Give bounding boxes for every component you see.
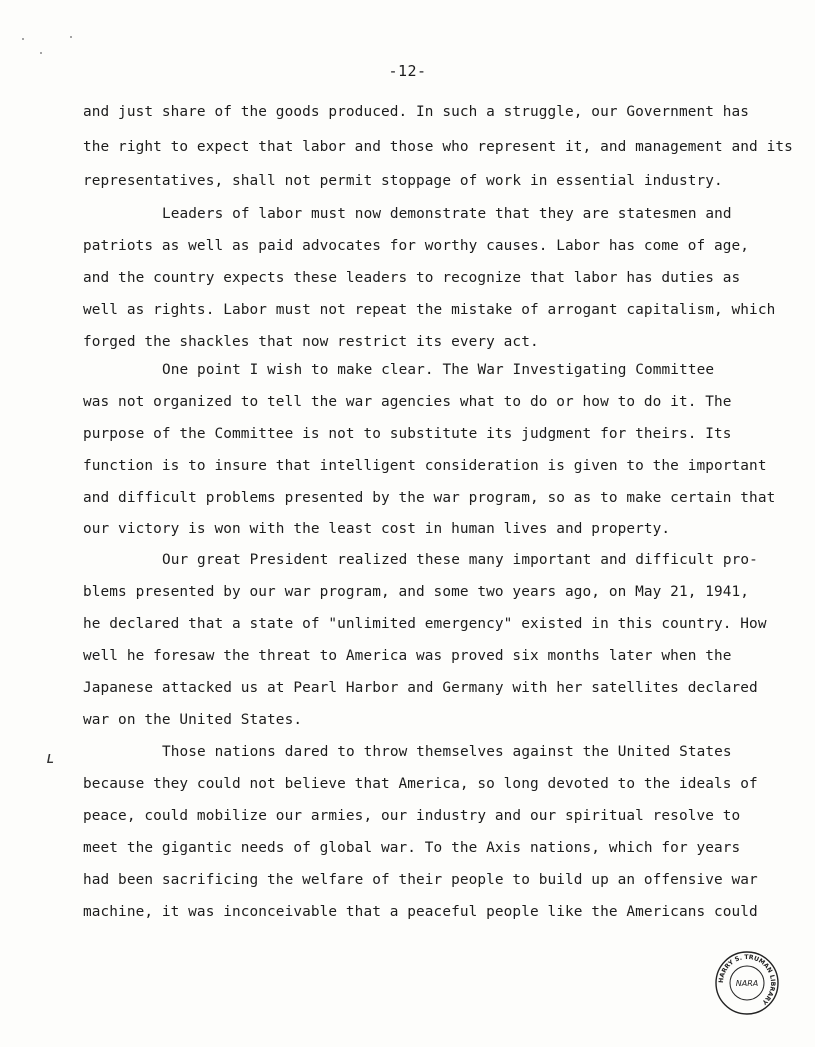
text-line: the right to expect that labor and those who represent it, and management and its [83,139,793,155]
text-line: because they could not believe that America, so long devoted to the ideals of [83,776,758,792]
stamp-ring-text: HARRY S. TRUMAN LIBRARY [717,953,777,1006]
text-line: our victory is won with the least cost in human lives and property. [83,521,671,537]
scan-speck [40,52,42,54]
text-line: blems presented by our war program, and some two years ago, on May 21, 1941, [83,584,750,600]
text-line: was not organized to tell the war agencies what to do or how to do it. The [83,394,732,410]
text-line: and just share of the goods produced. In such a struggle, our Government has [83,104,750,120]
text-line: well as rights. Labor must not repeat the mistake of arrogant capitalism, which [83,302,776,318]
text-line: machine, it was inconceivable that a peaceful people like the Americans could [83,904,758,920]
page-number: -12- [388,62,427,80]
text-line: well he foresaw the threat to America was proved six months later when the [83,648,732,664]
text-line: peace, could mobilize our armies, our industry and our spiritual resolve to [83,808,741,824]
text-line: Leaders of labor must now demonstrate that they are statesmen and [162,206,732,222]
archive-stamp [714,950,780,1016]
text-line: Our great President realized these many important and difficult pro- [162,552,758,568]
scan-speck [70,36,72,38]
stamp-center-text: NARA [735,979,759,988]
text-line: Those nations dared to throw themselves against the United States [162,744,732,760]
text-line: war on the United States. [83,712,303,728]
text-line: Japanese attacked us at Pearl Harbor and Germany with her satellites declared [83,680,758,696]
text-line: patriots as well as paid advocates for worthy causes. Labor has come of age, [83,238,750,254]
text-line: One point I wish to make clear. The War Investigating Committee [162,362,715,378]
margin-pencil-mark: ʟ [46,748,56,767]
text-line: had been sacrificing the welfare of their people to build up an offensive war [83,872,758,888]
scan-speck [22,38,24,40]
text-line: function is to insure that intelligent consideration is given to the important [83,458,767,474]
text-line: representatives, shall not permit stoppage of work in essential industry. [83,173,723,189]
text-line: meet the gigantic needs of global war. To the Axis nations, which for years [83,840,741,856]
text-line: forged the shackles that now restrict its every act. [83,334,539,350]
text-line: and the country expects these leaders to recognize that labor has duties as [83,270,741,286]
text-line: and difficult problems presented by the war program, so as to make certain that [83,490,776,506]
text-line: purpose of the Committee is not to substitute its judgment for theirs. Its [83,426,732,442]
text-line: he declared that a state of "unlimited emergency" existed in this country. How [83,616,767,632]
